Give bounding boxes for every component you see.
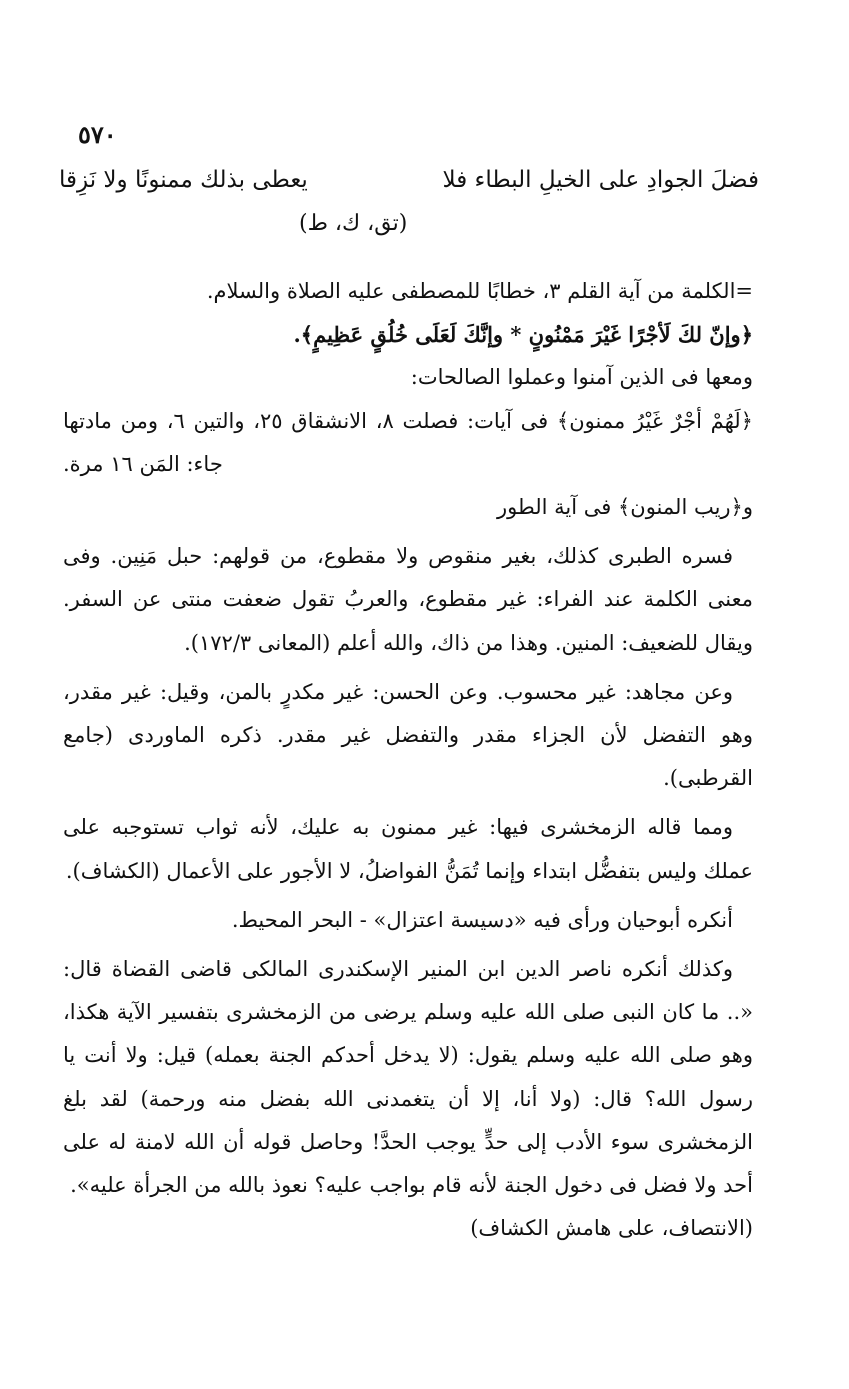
paragraph-mujahid: وعن مجاهد: غير محسوب. وعن الحسن: غير مكدرٍ بالمن، وقيل: غير مقدر، وهو التفضل لأن الجزاء مقدر والتفضل غير مقدر. ذكره الماوردى (جامع القرطبى). xyxy=(63,679,753,791)
paragraph-tabari: فسره الطبرى كذلك، بغير منقوص ولا مقطوع، من قولهم: حبل مَنِين. وفى معنى الكلمة عند الفراء: غير مقطوع، والعربُ تقول ضعفت منتى عن السفر. ويقال للضعيف: المنين. وهذا من ذاك، والله أعلم (المعانى ١٧٢/٣). xyxy=(63,544,753,655)
paragraph-ibn-almunayyir: وكذلك أنكره ناصر الدين ابن المنير الإسكندرى المالكى قاضى القضاة قال: «.. ما كان النبى صلى الله عليه وسلم يرضى من الزمخشرى بتفسير الآية هكذا، وهو صلى الله عليه وسلم يقول: (لا يدخل أحدكم الجنة بعمله) قيل: ولا أنت يا رسول الله؟ قال: (ولا أنا، إلا أن يتغمدنى الله بفضل منه ورحمة) لقد بلغ الزمخشرى سوء الأدب إلى حدٍّ يوجب الحدَّ! وحاصل قوله أن الله لامنة له على أحد ولا فضل فى دخول الجنة لأنه قام بواجب عليه؟ نعوذ بالله من الجرأة عليه». xyxy=(63,957,753,1198)
paragraph-qalam-ref: =الكلمة من آية القلم ٣، خطابًا للمصطفى عليه الصلاة والسلام. xyxy=(206,279,753,303)
paragraph-rayb-almanun: و﴿ريب المنون﴾ فى آية الطور xyxy=(497,495,753,520)
verse-line xyxy=(59,158,759,202)
paragraph-source-intisaf: (الانتصاف، على هامش الكشاف) xyxy=(470,1216,753,1241)
verse-attribution: (تق، ك، ط) xyxy=(299,211,408,236)
poetry-verse xyxy=(59,158,759,236)
paragraph-other-verses: ﴿لَهُمْ أجْرٌ غَيْرُ ممنون﴾ فى آيات: فصلت ٨، الانشقاق ٢٥، والتين ٦، ومن مادتها جاء: المَن ١٦ مرة. xyxy=(63,408,753,476)
paragraph-abu-hayyan: أنكره أبوحيان ورأى فيه «دسيسة اعتزال» - البحر المحيط. xyxy=(231,907,733,932)
footnote-body xyxy=(63,270,753,1250)
paragraph-zamakhshari: ومما قاله الزمخشرى فيها: غير ممنون به عليك، لأنه ثواب تستوجبه على عملك وليس بتفضُّل ابتداء وإنما تُمَنُّ الفواضلُ، لا الأجور على الأعمال (الكشاف). xyxy=(63,815,753,883)
paragraph-believers: ومعها فى الذين آمنوا وعملوا الصالحات: xyxy=(410,365,753,390)
page-number: ٥٧٠ xyxy=(78,120,117,149)
paragraph-quran-verse: ﴿وإنّ لكَ لَأجْرًا غَيْرَ مَمْنُونٍ * وإنَّكَ لَعَلَى خُلُقٍ عَظِيمٍ﴾. xyxy=(293,322,753,348)
verse-right-hemistich: فضلَ الجوادِ على الخيلِ البطاء فلا xyxy=(442,167,759,193)
verse-left-hemistich: يعطى بذلك ممنونًا ولا نَزِقا xyxy=(59,167,308,193)
